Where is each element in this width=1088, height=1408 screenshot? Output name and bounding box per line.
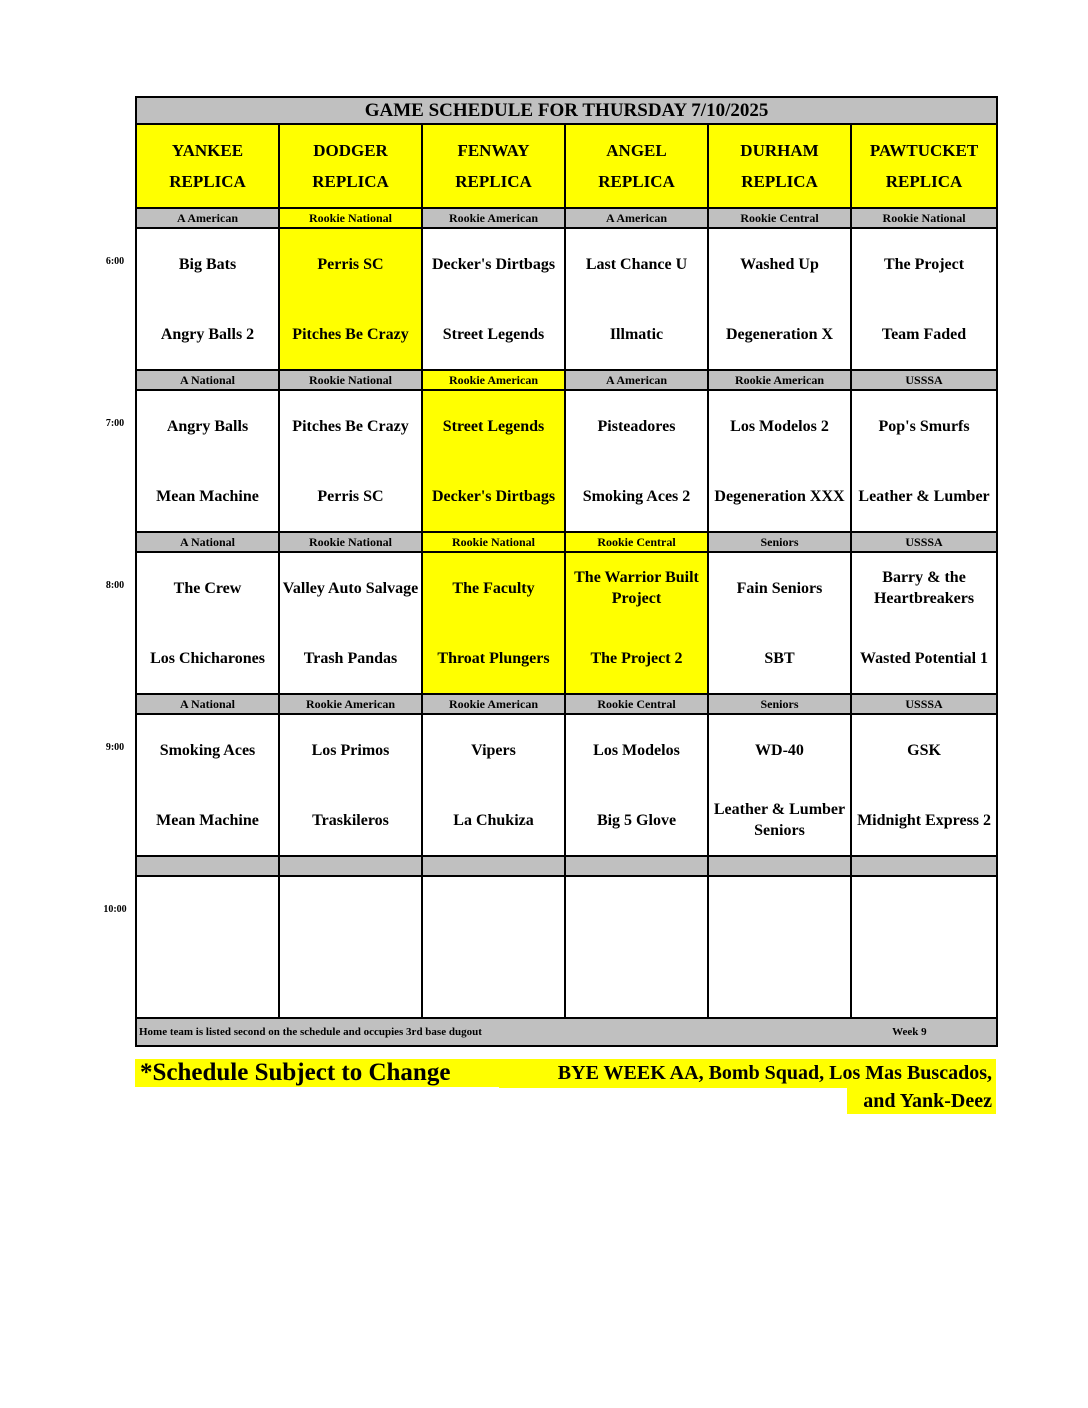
- game-row: [136, 876, 997, 1018]
- field-header-row: [136, 124, 997, 208]
- matchup: [709, 877, 850, 1017]
- home-team: Angry Balls 2: [160, 325, 255, 343]
- matchup: [423, 877, 564, 1017]
- home-team: Pitches Be Crazy: [292, 325, 409, 343]
- division-label: Rookie American: [422, 208, 565, 228]
- division-label: Rookie American: [422, 370, 565, 390]
- field-name: FENWAY: [457, 141, 530, 160]
- bye-week-line-1: BYE WEEK AA, Bomb Squad, Los Mas Buscados,: [499, 1059, 996, 1088]
- field-header-cell: [708, 124, 851, 208]
- matchup: [566, 553, 707, 693]
- time-slot-label: 6:00: [105, 256, 125, 267]
- game-cell: [136, 876, 279, 1018]
- game-cell: [422, 552, 565, 694]
- schedule-title: GAME SCHEDULE FOR THURSDAY 7/10/2025: [136, 97, 997, 124]
- away-team: The Project: [883, 255, 965, 273]
- field-subtitle: REPLICA: [741, 172, 818, 191]
- away-team: Pisteadores: [597, 417, 676, 435]
- home-team-note: Home team is listed second on the schedule and occupies 3rd base dugout: [139, 1026, 482, 1038]
- home-team: Mean Machine: [156, 811, 259, 829]
- home-team: Team Faded: [881, 325, 967, 343]
- game-cell: [136, 228, 279, 370]
- matchup: [423, 715, 564, 855]
- division-label: Rookie American: [279, 694, 422, 714]
- away-team: Fain Seniors: [736, 579, 823, 597]
- game-row: [136, 552, 997, 694]
- field-subtitle: REPLICA: [169, 172, 246, 191]
- game-cell: [279, 876, 422, 1018]
- division-label: [136, 856, 279, 876]
- field-header-cell: [851, 124, 997, 208]
- game-cell: [565, 876, 708, 1018]
- division-label: A National: [136, 532, 279, 552]
- schedule-table: [135, 96, 998, 1047]
- time-slot-label: 7:00: [105, 418, 125, 429]
- field-name: DURHAM: [740, 141, 819, 160]
- time-slot-label: 10:00: [103, 904, 127, 915]
- home-team: Street Legends: [442, 325, 545, 343]
- game-cell: [136, 552, 279, 694]
- division-row: [136, 856, 997, 876]
- game-cell: [851, 714, 997, 856]
- division-row: [136, 532, 997, 552]
- matchup: [280, 877, 421, 1017]
- matchup: [423, 553, 564, 693]
- away-team: The Crew: [173, 579, 242, 597]
- home-team: Trash Pandas: [303, 649, 398, 667]
- home-team: [423, 947, 564, 1017]
- home-team: Illmatic: [609, 325, 664, 343]
- home-team: Big 5 Glove: [596, 811, 677, 829]
- matchup: [852, 715, 996, 855]
- game-row: [136, 714, 997, 856]
- away-team: Valley Auto Salvage: [282, 579, 419, 597]
- game-row: [136, 390, 997, 532]
- division-label: Rookie National: [279, 532, 422, 552]
- bye-week-line-2: and Yank-Deez: [847, 1088, 996, 1114]
- division-label: Rookie Central: [565, 694, 708, 714]
- away-team: Washed Up: [740, 255, 819, 273]
- matchup: [137, 391, 278, 531]
- field-name: ANGEL: [606, 141, 667, 160]
- field-subtitle: REPLICA: [598, 172, 675, 191]
- home-team: Leather & Lumber Seniors: [713, 801, 846, 839]
- division-label: [422, 856, 565, 876]
- game-cell: [422, 390, 565, 532]
- away-team: Street Legends: [442, 417, 545, 435]
- division-label: Rookie National: [851, 208, 997, 228]
- home-team: Los Chicharones: [150, 649, 265, 667]
- game-cell: [851, 390, 997, 532]
- footer-row: [136, 1018, 997, 1046]
- matchup: [709, 391, 850, 531]
- away-team: Pitches Be Crazy: [292, 417, 409, 435]
- game-cell: [136, 714, 279, 856]
- away-team: [709, 877, 850, 947]
- game-cell: [422, 714, 565, 856]
- field-name: PAWTUCKET: [869, 141, 979, 160]
- division-row: [136, 694, 997, 714]
- division-label: [279, 856, 422, 876]
- division-label: Seniors: [708, 694, 851, 714]
- division-label: A National: [136, 694, 279, 714]
- away-team: [852, 877, 996, 947]
- field-name: YANKEE: [171, 141, 244, 160]
- away-team: Smoking Aces: [159, 741, 256, 759]
- home-team: [137, 947, 278, 1017]
- matchup: [566, 229, 707, 369]
- home-team: Throat Plungers: [437, 649, 550, 667]
- game-cell: [851, 876, 997, 1018]
- away-team: Perris SC: [317, 255, 384, 273]
- field-subtitle: REPLICA: [885, 172, 963, 191]
- away-team: Barry & the Heartbreakers: [873, 569, 975, 607]
- away-team: [423, 877, 564, 947]
- division-label: [708, 856, 851, 876]
- division-label: Rookie National: [422, 532, 565, 552]
- division-label: A American: [565, 370, 708, 390]
- division-label: Rookie American: [708, 370, 851, 390]
- away-team: WD-40: [755, 741, 804, 759]
- matchup: [566, 877, 707, 1017]
- home-team: Perris SC: [317, 487, 384, 505]
- matchup: [280, 229, 421, 369]
- home-team: [566, 947, 707, 1017]
- division-label: Rookie Central: [565, 532, 708, 552]
- division-row: [136, 370, 997, 390]
- matchup: [137, 877, 278, 1017]
- home-team: [709, 947, 850, 1017]
- matchup: [280, 391, 421, 531]
- game-cell: [279, 228, 422, 370]
- home-team: The Project 2: [590, 649, 683, 667]
- away-team: Pop's Smurfs: [878, 417, 970, 435]
- matchup: [566, 391, 707, 531]
- division-label: USSSA: [851, 532, 997, 552]
- away-team: [280, 877, 421, 947]
- game-cell: [565, 228, 708, 370]
- field-header-cell: [565, 124, 708, 208]
- game-cell: [708, 390, 851, 532]
- home-team: Wasted Potential 1: [860, 649, 989, 667]
- division-label: Rookie American: [422, 694, 565, 714]
- away-team: Angry Balls: [166, 417, 249, 435]
- field-subtitle: REPLICA: [455, 172, 532, 191]
- home-team: Smoking Aces 2: [582, 487, 691, 505]
- away-team: Vipers: [471, 741, 516, 759]
- field-header-cell: [136, 124, 279, 208]
- home-team: SBT: [764, 649, 795, 667]
- home-team: [280, 947, 421, 1017]
- away-team: GSK: [907, 741, 941, 759]
- home-team: Degeneration XXX: [714, 487, 845, 505]
- away-team: Last Chance U: [585, 255, 688, 273]
- time-slot-label: 9:00: [105, 742, 125, 753]
- game-row: [136, 228, 997, 370]
- game-cell: [708, 552, 851, 694]
- game-cell: [708, 714, 851, 856]
- away-team: The Warrior Built Project: [574, 569, 699, 607]
- away-team: Decker's Dirtbags: [431, 255, 556, 273]
- game-cell: [279, 714, 422, 856]
- division-row: [136, 208, 997, 228]
- division-label: A National: [136, 370, 279, 390]
- matchup: [852, 553, 996, 693]
- game-cell: [279, 552, 422, 694]
- home-team: Midnight Express 2: [857, 811, 992, 829]
- home-team: Mean Machine: [156, 487, 259, 505]
- away-team: [566, 877, 707, 947]
- home-team: Leather & Lumber: [858, 487, 990, 505]
- game-cell: [708, 228, 851, 370]
- time-slot-label: 8:00: [105, 580, 125, 591]
- division-label: USSSA: [851, 694, 997, 714]
- division-label: [565, 856, 708, 876]
- game-cell: [565, 714, 708, 856]
- home-team: Traskileros: [312, 811, 389, 829]
- division-label: Rookie National: [279, 208, 422, 228]
- week-label: Week 9: [892, 1026, 927, 1038]
- home-team: La Chukiza: [453, 811, 534, 829]
- game-cell: [851, 228, 997, 370]
- division-label: Seniors: [708, 532, 851, 552]
- game-cell: [422, 228, 565, 370]
- division-label: [851, 856, 997, 876]
- matchup: [852, 229, 996, 369]
- field-header-cell: [279, 124, 422, 208]
- division-label: Rookie Central: [708, 208, 851, 228]
- division-label: A American: [136, 208, 279, 228]
- home-team: Degeneration X: [725, 325, 834, 343]
- matchup: [709, 715, 850, 855]
- away-team: [137, 877, 278, 947]
- game-cell: [565, 552, 708, 694]
- matchup: [137, 553, 278, 693]
- division-label: Rookie National: [279, 370, 422, 390]
- away-team: Los Modelos 2: [730, 417, 829, 435]
- game-cell: [708, 876, 851, 1018]
- away-team: The Faculty: [452, 579, 535, 597]
- footer-cell: [136, 1018, 997, 1046]
- matchup: [566, 715, 707, 855]
- matchup: [137, 715, 278, 855]
- footer-content: [137, 1026, 996, 1038]
- game-cell: [851, 552, 997, 694]
- matchup: [709, 553, 850, 693]
- matchup: [137, 229, 278, 369]
- game-cell: [565, 390, 708, 532]
- home-team: Decker's Dirtbags: [431, 487, 556, 505]
- home-team: [852, 947, 996, 1017]
- game-cell: [422, 876, 565, 1018]
- matchup: [423, 391, 564, 531]
- division-label: A American: [565, 208, 708, 228]
- away-team: Big Bats: [178, 255, 237, 273]
- away-team: Los Primos: [311, 741, 390, 759]
- field-name: DODGER: [313, 141, 388, 160]
- game-cell: [136, 390, 279, 532]
- schedule-subject-to-change: *Schedule Subject to Change: [135, 1059, 499, 1087]
- field-subtitle: REPLICA: [312, 172, 389, 191]
- matchup: [423, 229, 564, 369]
- matchup: [280, 553, 421, 693]
- matchup: [280, 715, 421, 855]
- field-header-cell: [422, 124, 565, 208]
- matchup: [852, 877, 996, 1017]
- division-label: USSSA: [851, 370, 997, 390]
- game-cell: [279, 390, 422, 532]
- matchup: [852, 391, 996, 531]
- away-team: Los Modelos: [593, 741, 680, 759]
- matchup: [709, 229, 850, 369]
